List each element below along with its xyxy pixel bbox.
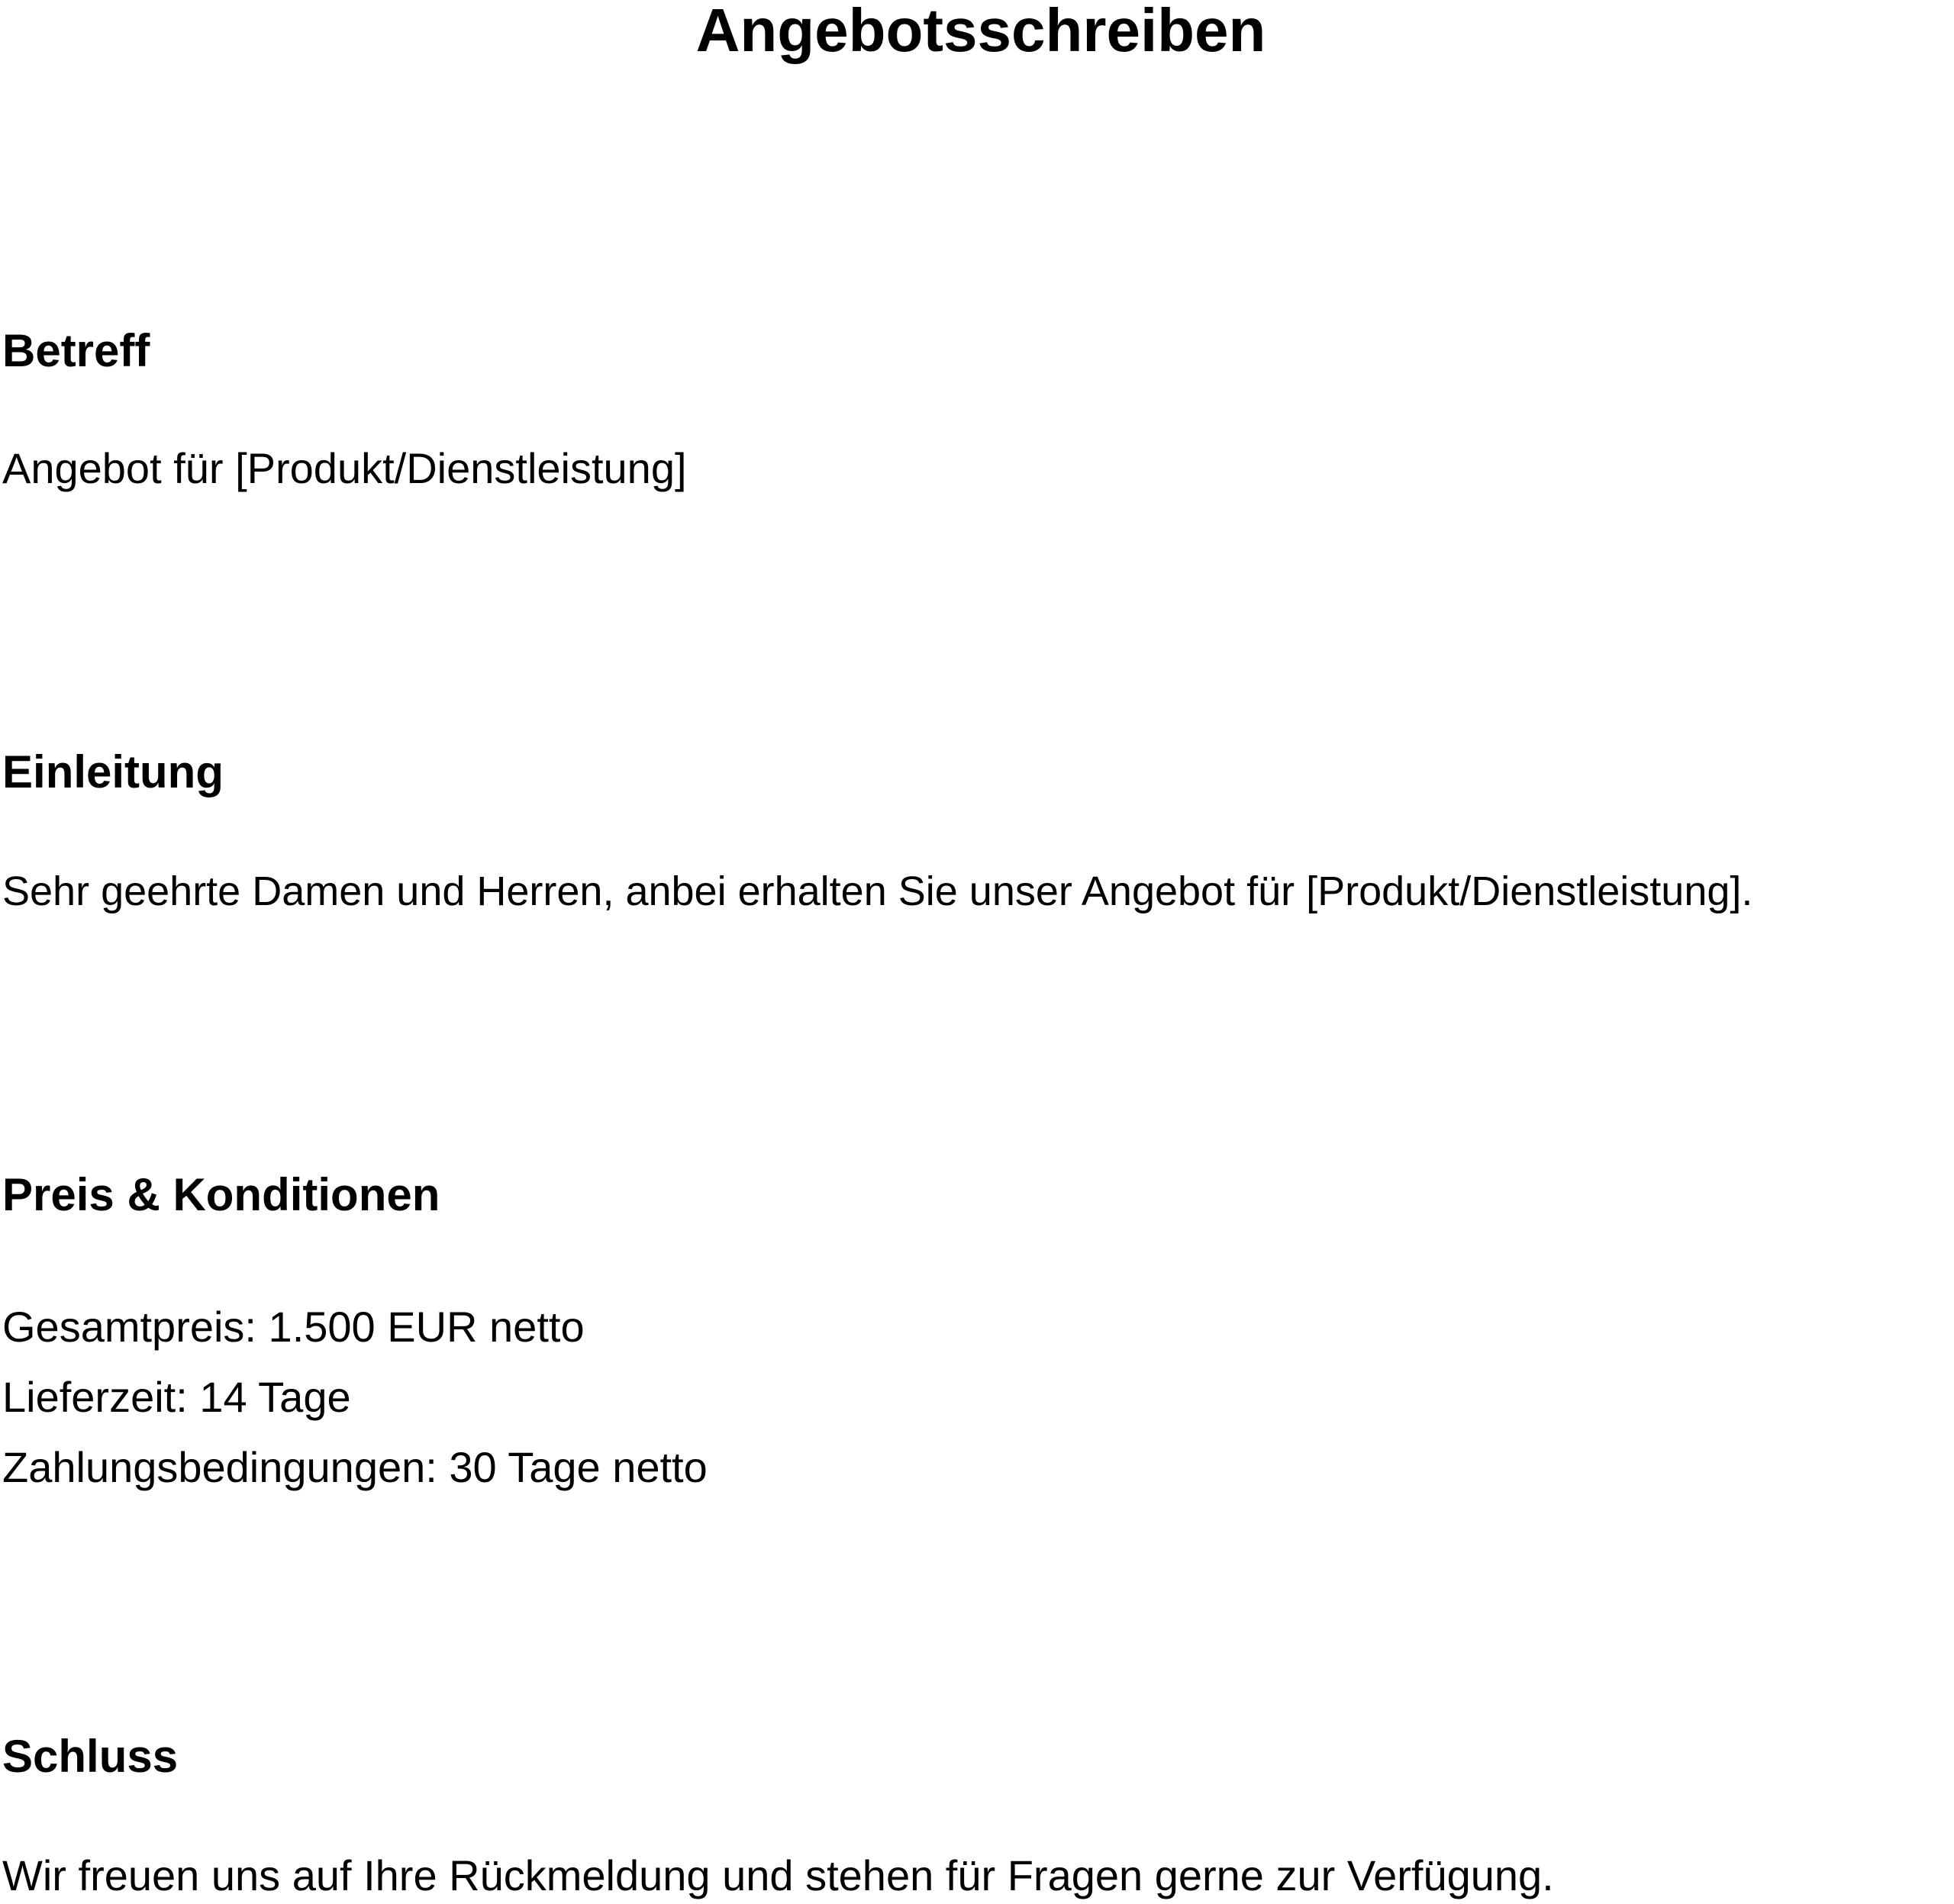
conditions-list: [2, 1292, 708, 1503]
section-heading-preis-konditionen: Preis & Konditionen: [2, 1169, 440, 1220]
condition-lieferzeit: Lieferzeit: 14 Tage: [2, 1373, 351, 1421]
section-heading-einleitung: Einleitung: [2, 746, 224, 797]
section-text-einleitung: Sehr geehrte Damen und Herren, anbei erhalten Sie unser Angebot für [Produkt/Dienstleistung].: [2, 868, 1753, 914]
section-text-betreff: Angebot für [Produkt/Dienstleistung]: [2, 444, 687, 492]
document-title: Angebotsschreiben: [695, 0, 1266, 64]
section-text-schluss: Wir freuen uns auf Ihre Rückmeldung und stehen für Fragen gerne zur Verfügung.: [2, 1851, 1554, 1899]
condition-gesamtpreis: Gesamtpreis: 1.500 EUR netto: [2, 1303, 585, 1351]
section-heading-schluss: Schluss: [2, 1731, 179, 1782]
condition-zahlungsbedingungen: Zahlungsbedingungen: 30 Tage netto: [2, 1443, 708, 1491]
section-heading-betreff: Betreff: [2, 325, 150, 376]
